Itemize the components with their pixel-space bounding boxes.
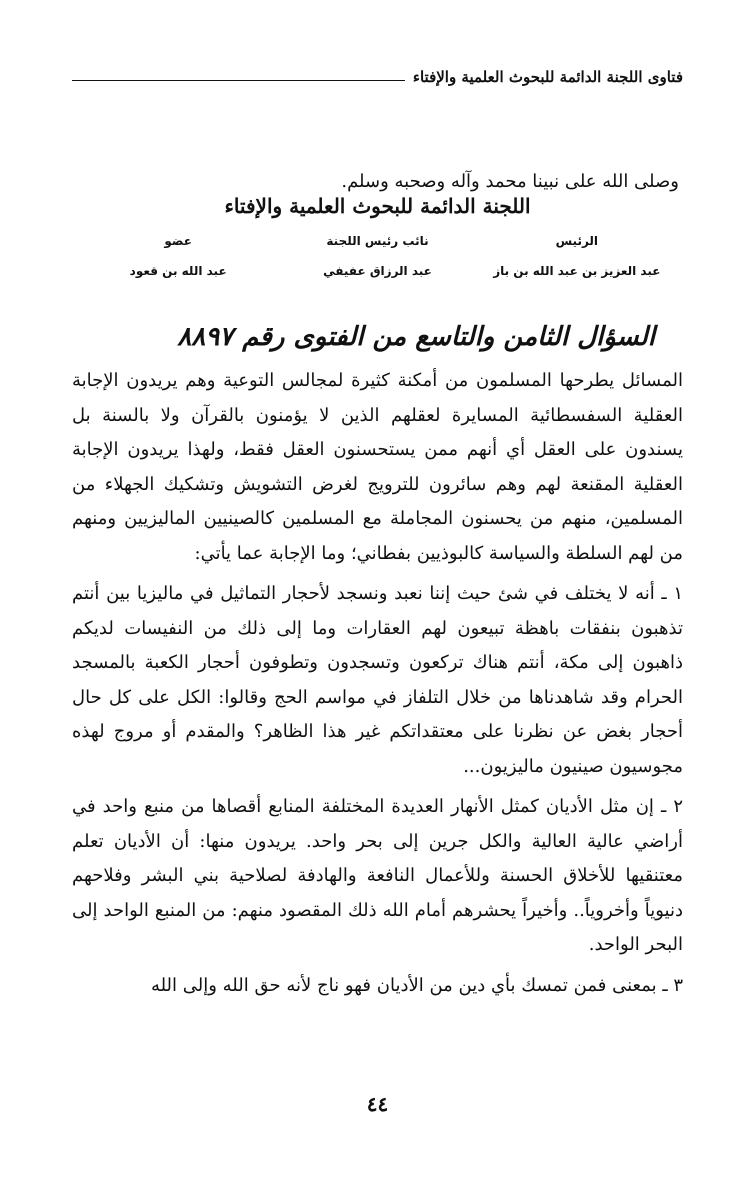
committee-title: اللجنة الدائمة للبحوث العلمية والإفتاء <box>224 194 531 218</box>
name-deputy: عبد الرزاق عفيفي <box>323 264 432 278</box>
role-chairman: الرئيس <box>555 234 599 248</box>
name-member: عبد الله بن قعود <box>129 264 227 278</box>
running-header <box>72 68 683 86</box>
name-chairman: عبد العزيز بن عبد الله بن باز <box>493 264 661 278</box>
question-title: السؤال الثامن والتاسع من الفتوى رقم ٨٨٩٧ <box>177 322 655 352</box>
signatory-names <box>80 264 675 278</box>
page-number: ٤٤ <box>366 1092 389 1116</box>
header-rule <box>72 80 405 81</box>
running-title: فتاوى اللجنة الدائمة للبحوث العلمية والإفتاء <box>412 68 683 86</box>
question-body <box>72 364 683 1003</box>
role-member: عضو <box>164 234 192 248</box>
question-point-3: ٣ ـ بمعنى فمن تمسك بأي دين من الأديان فهو ناج لأنه حق الله وإلى الله <box>150 974 683 996</box>
question-point-2: ٢ ـ إن مثل الأديان كمثل الأنهار العديدة المختلفة المنابع أقصاها من منبع واحد في أراضي عالية العالية والكل جرين إلى بحر واحد. يريدون منها: أن الأديان تعلم معتنقيها للأخلاق الحسنة وللأعمال النافعة والهادفة لصلاحية بني البشر وفلاحهم دنيوياً وأخروياً.. وأخيراً يحشرهم أمام الله ذلك المقصود منهم: من المنبع الواحد إلى البحر الواحد. <box>72 796 683 955</box>
closing-salutation: وصلى الله على نبينا محمد وآله وصحبه وسلم. <box>341 171 679 192</box>
role-deputy: نائب رئيس اللجنة <box>326 234 429 248</box>
question-intro: المسائل يطرحها المسلمون من أمكنة كثيرة لمجالس التوعية وهم يريدون الإجابة العقلية السفسطائية المسايرة لعقلهم الذين لا يؤمنون بالقرآن ولا بالسنة بل يسندون على العقل أي أنهم ممن يستحسنون العقل فقط، ولهذا يريدون الإجابة العقلية المقنعة لهم وهم سائرون للترويج لغرض التشويش وتشكيك الجهلاء من المسلمين، منهم من يحسنون المجاملة مع المسلمين كالصينيين الماليزيين ومنهم من لهم السلطة والسياسة كالبوذيين بفطاني؛ وما الإجابة عما يأتي: <box>72 370 683 564</box>
question-point-1: ١ ـ أنه لا يختلف في شئ حيث إننا نعبد ونسجد لأحجار التماثيل في ماليزيا بين أنتم تذهبون بنفقات باهظة تبيعون لهم العقارات وما إلى ذلك من النفيسات لديكم ذاهبون إلى مكة، أنتم هناك تركعون وتسجدون وتطوفون أحجار الكعبة بالمسجد الحرام وقد شاهدناها من خلال التلفاز في مواسم الحج وقالوا: الكل على كل حال أحجار بغض عن نظرنا على معتقداتكم غير هذا الظاهر؟ والمقدم أو مروج لهذه مجوسيون صينيون ماليزيون... <box>72 583 683 777</box>
signatory-roles <box>80 234 675 248</box>
